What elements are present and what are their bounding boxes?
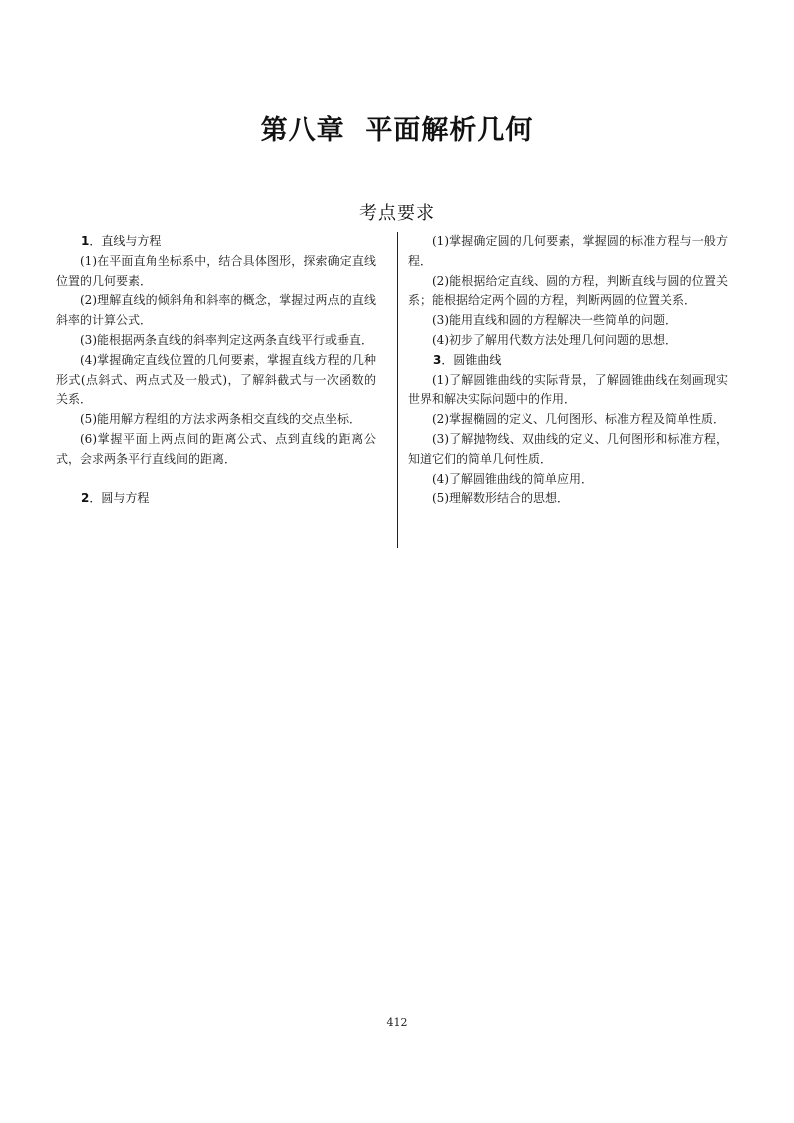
requirement-item: (3)能根据两条直线的斜率判定这两条直线平行或垂直． (80, 332, 374, 347)
section-heading-1: 1．直线与方程 (81, 234, 162, 248)
left-column (56, 232, 376, 509)
requirement-item: (2)掌握椭圆的定义、几何图形、标准方程及简单性质． (432, 412, 726, 427)
section-heading-text: 圆与方程 (101, 491, 150, 506)
section-number: 1 (81, 234, 90, 248)
requirement-item: (3)能用直线和圆的方程解决一些简单的问题． (432, 313, 677, 328)
requirement-item: (1)了解圆锥曲线的实际背景，了解圆锥曲线在刻画现实世界和解决实际问题中的作用． (408, 372, 728, 407)
section-heading-2: 2．圆与方程 (81, 491, 150, 506)
page-number: 412 (386, 1016, 408, 1029)
chapter-title: 第八章 平面解析几何 (260, 115, 534, 146)
section-heading-text: 圆锥曲线 (453, 352, 502, 367)
requirement-item: (4)了解圆锥曲线的简单应用． (432, 471, 593, 486)
requirement-item: (2)理解直线的倾斜角和斜率的概念，掌握过两点的直线斜率的计算公式． (56, 293, 376, 328)
right-column (408, 232, 728, 509)
section-heading-text: 直线与方程 (101, 234, 162, 248)
section-heading-3: 3．圆锥曲线 (433, 352, 502, 367)
requirement-item: (2)能根据给定直线、圆的方程，判断直线与圆的位置关系；能根据给定两个圆的方程，判断两圆的位置关系． (408, 273, 728, 308)
spacer (56, 470, 376, 490)
requirement-item: (3)了解抛物线、双曲线的定义、几何图形和标准方程，知道它们的简单几何性质． (408, 431, 728, 466)
requirement-item: (5)能用解方程组的方法求两条相交直线的交点坐标． (80, 412, 362, 427)
requirement-item: (5)理解数形结合的思想． (432, 491, 569, 506)
requirement-item: (6)掌握平面上两点间的距离公式、点到直线的距离公式，会求两条平行直线间的距离． (56, 431, 376, 466)
column-divider (397, 232, 398, 548)
requirement-item: (1)在平面直角坐标系中，结合具体图形，探索确定直线位置的几何要素． (56, 253, 376, 288)
section-title: 考点要求 (359, 203, 435, 224)
requirement-item: (4)初步了解用代数方法处理几何问题的思想． (432, 332, 677, 347)
section-number: 3 (433, 352, 442, 367)
section-number: 2 (81, 491, 90, 506)
requirement-item: (4)掌握确定直线位置的几何要素，掌握直线方程的几种形式(点斜式、两点式及一般式)，了解斜截式与一次函数的关系． (56, 352, 376, 407)
requirement-item: (1)掌握确定圆的几何要素，掌握圆的标准方程与一般方程． (408, 234, 728, 268)
